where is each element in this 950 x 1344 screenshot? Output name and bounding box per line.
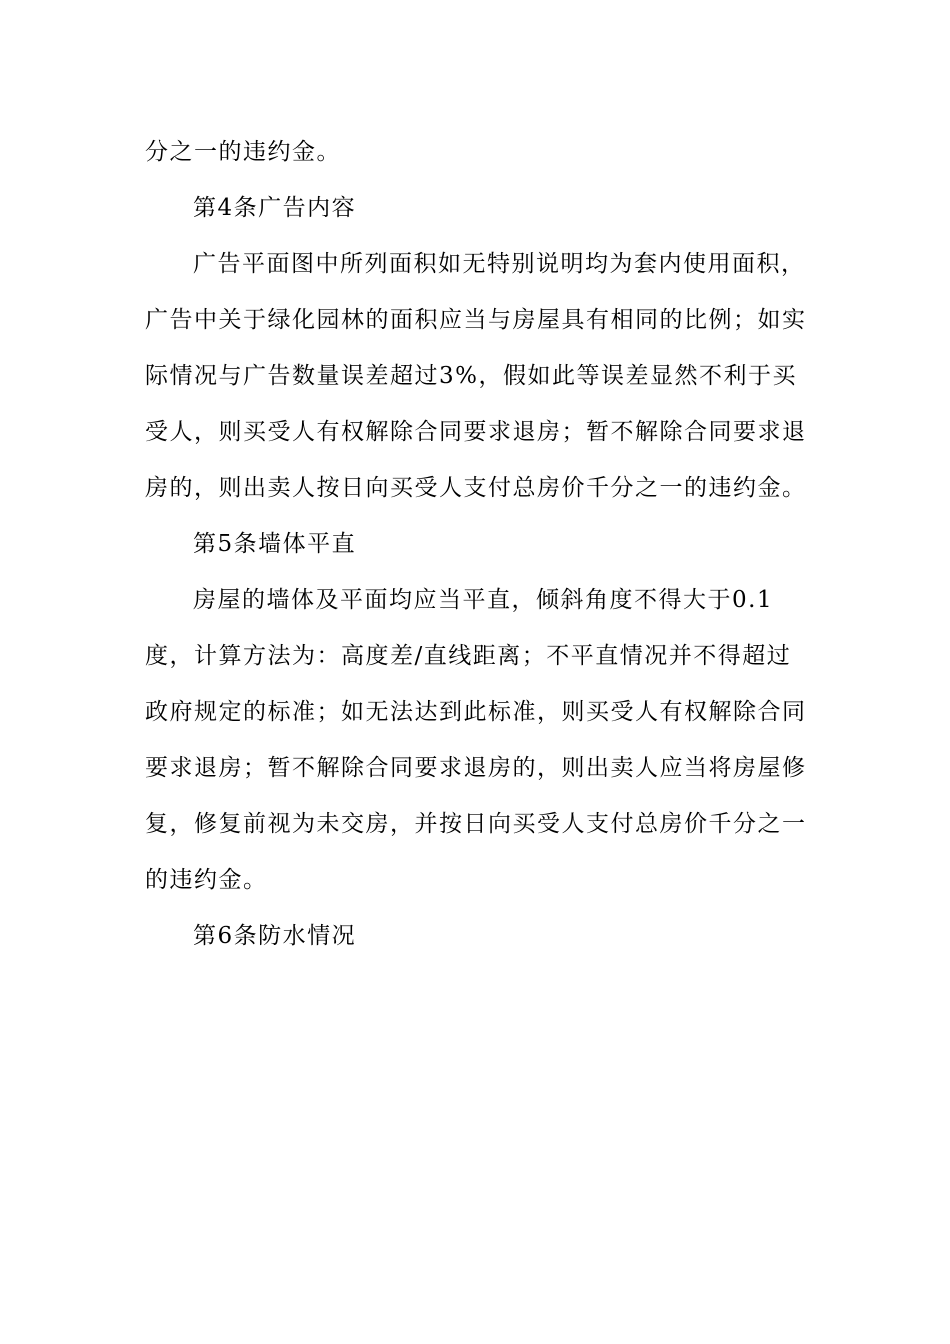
article-5-body: 房屋的墙体及平面均应当平直，倾斜角度不得大于0.1度，计算方法为：高度差/直线距离；不平直情况并不得超过政府规定的标准；如无法达到此标准，则买受人有权解除合同要求退房；暂不解除合同要求退房的，则出卖人应当将房屋修复，修复前视为未交房，并按日向买受人支付总房价千分之一的违约金。 bbox=[145, 587, 807, 893]
paragraph-continuation: 分之一的违约金。 bbox=[145, 139, 341, 165]
article-5-heading: 第5条墙体平直 bbox=[193, 531, 357, 557]
article-4-body: 广告平面图中所列面积如无特别说明均为套内使用面积，广告中关于绿化园林的面积应当与房屋具有相同的比例；如实际情况与广告数量误差超过3%，假如此等误差显然不利于买受人，则买受人有权解除合同要求退房；暂不解除合同要求退房的，则出卖人按日向买受人支付总房价千分之一的违约金。 bbox=[145, 251, 807, 501]
article-6-heading: 第6条防水情况 bbox=[193, 923, 357, 949]
document-body bbox=[145, 124, 815, 964]
article-4-heading: 第4条广告内容 bbox=[193, 195, 357, 221]
